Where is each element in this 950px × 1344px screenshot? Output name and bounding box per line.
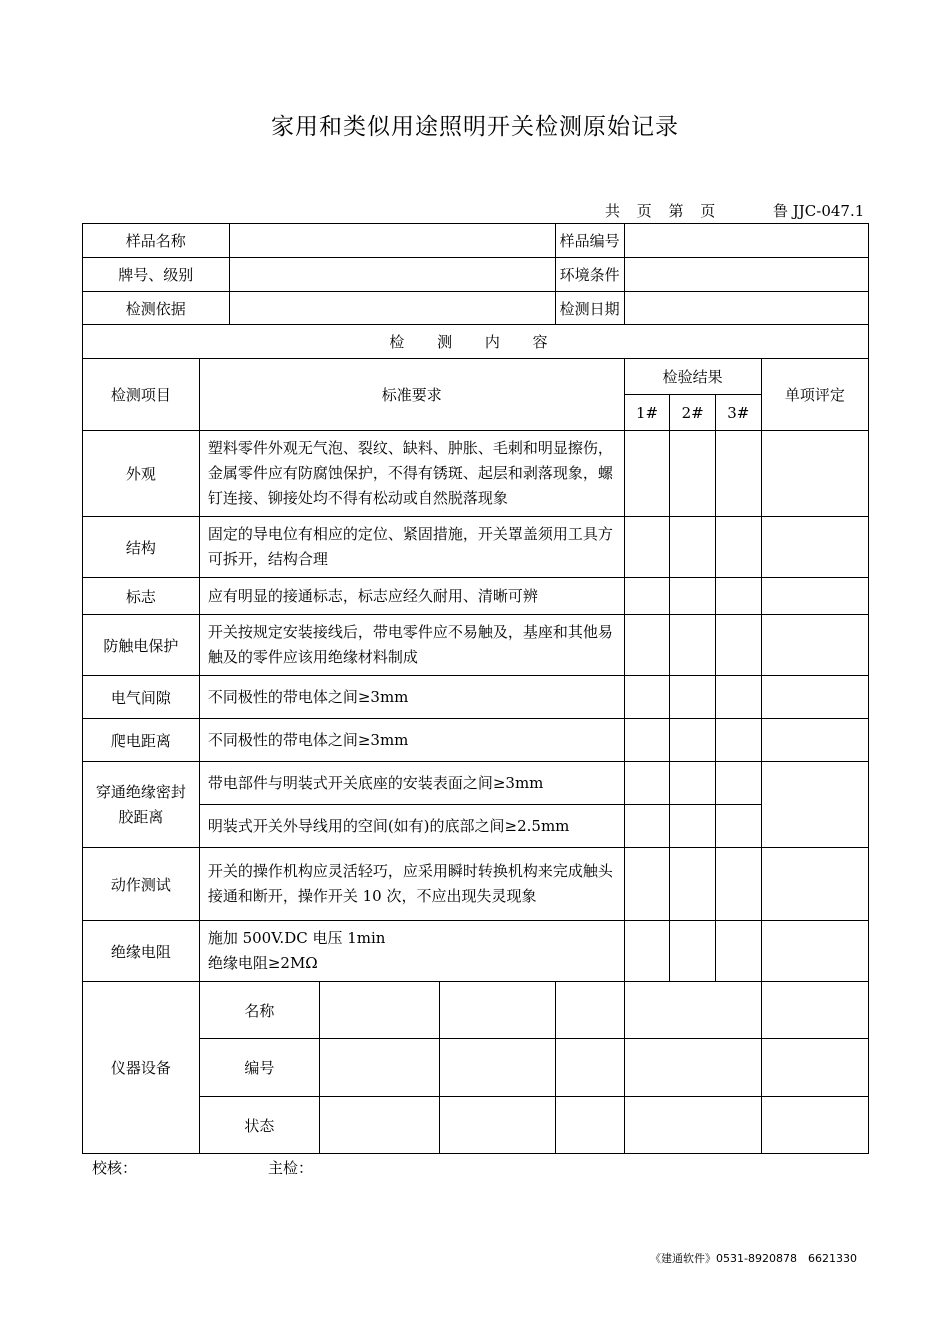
instrument-cell[interactable] bbox=[761, 1039, 868, 1097]
row-item: 动作测试 bbox=[83, 848, 200, 921]
sample-name-field[interactable] bbox=[229, 224, 555, 258]
table-row bbox=[83, 921, 869, 982]
row-item: 爬电距离 bbox=[83, 719, 200, 762]
row-requirement: 带电部件与明装式开关底座的安装表面之间≥3mm bbox=[199, 762, 624, 805]
row-item: 绝缘电阻 bbox=[83, 921, 200, 982]
row-requirement bbox=[199, 921, 624, 982]
verdict-cell[interactable] bbox=[761, 615, 868, 676]
result-cell[interactable] bbox=[624, 848, 670, 921]
document-title: 家用和类似用途照明开关检测原始记录 bbox=[271, 114, 679, 140]
result-cell[interactable] bbox=[624, 762, 670, 805]
result-cell[interactable] bbox=[670, 921, 716, 982]
result-cell[interactable] bbox=[624, 431, 670, 517]
environment-field[interactable] bbox=[624, 258, 868, 292]
date-field[interactable] bbox=[624, 292, 868, 325]
result-cell[interactable] bbox=[716, 431, 762, 517]
result-cell[interactable] bbox=[670, 719, 716, 762]
result-cell[interactable] bbox=[624, 676, 670, 719]
brand-grade-field[interactable] bbox=[229, 258, 555, 292]
table-row bbox=[83, 517, 869, 578]
result-cell[interactable] bbox=[716, 517, 762, 578]
result-cell[interactable] bbox=[670, 805, 716, 848]
col-sample-3: 3# bbox=[716, 395, 762, 431]
instrument-cell[interactable] bbox=[439, 1039, 555, 1097]
result-cell[interactable] bbox=[624, 921, 670, 982]
col-standard-header: 标准要求 bbox=[199, 359, 624, 431]
result-cell[interactable] bbox=[670, 762, 716, 805]
header-row bbox=[83, 258, 869, 292]
instrument-cell[interactable] bbox=[439, 1097, 555, 1154]
verdict-cell[interactable] bbox=[761, 762, 868, 848]
result-cell[interactable] bbox=[670, 517, 716, 578]
row-requirement: 明装式开关外导线用的空间(如有)的底部之间≥2.5mm bbox=[199, 805, 624, 848]
requirement-line: 施加 500V.DC 电压 1min bbox=[207, 929, 386, 947]
row-requirement: 开关的操作机构应灵活轻巧，应采用瞬时转换机构来完成触头接通和断开，操作开关 10 次，不应出现失灵现象 bbox=[199, 848, 624, 921]
sample-name-label: 样品名称 bbox=[83, 224, 230, 258]
basis-field[interactable] bbox=[229, 292, 555, 325]
header-row bbox=[83, 224, 869, 258]
col-sample-2: 2# bbox=[670, 395, 716, 431]
instrument-status-label: 状态 bbox=[199, 1097, 319, 1154]
row-item: 电气间隙 bbox=[83, 676, 200, 719]
section-title: 检 测 内 容 bbox=[83, 325, 869, 359]
instrument-cell[interactable] bbox=[319, 982, 439, 1039]
verdict-cell[interactable] bbox=[761, 719, 868, 762]
result-cell[interactable] bbox=[624, 719, 670, 762]
row-requirement: 不同极性的带电体之间≥3mm bbox=[199, 676, 624, 719]
verdict-cell[interactable] bbox=[761, 848, 868, 921]
row-requirement: 塑料零件外观无气泡、裂纹、缺料、肿胀、毛刺和明显擦伤，金属零件应有防腐蚀保护，不得有锈斑、起层和剥落现象，螺钉连接、铆接处均不得有松动或自然脱落现象 bbox=[199, 431, 624, 517]
instrument-cell[interactable] bbox=[761, 982, 868, 1039]
table-row bbox=[83, 719, 869, 762]
result-cell[interactable] bbox=[670, 848, 716, 921]
verdict-cell[interactable] bbox=[761, 517, 868, 578]
col-verdict-header: 单项评定 bbox=[761, 359, 868, 431]
instrument-cell[interactable] bbox=[319, 1097, 439, 1154]
row-requirement: 不同极性的带电体之间≥3mm bbox=[199, 719, 624, 762]
requirement-line: 绝缘电阻≥2MΩ bbox=[207, 954, 318, 972]
table-row bbox=[83, 431, 869, 517]
row-item: 结构 bbox=[83, 517, 200, 578]
row-item: 穿通绝缘密封胶距离 bbox=[83, 762, 200, 848]
section-row bbox=[83, 325, 869, 359]
row-requirement: 固定的导电位有相应的定位、紧固措施，开关罩盖须用工具方可拆开，结构合理 bbox=[199, 517, 624, 578]
verdict-cell[interactable] bbox=[761, 921, 868, 982]
instrument-cell[interactable] bbox=[319, 1039, 439, 1097]
instrument-row bbox=[83, 982, 869, 1039]
col-result-header: 检验结果 bbox=[624, 359, 761, 395]
form-code: 鲁 JJC-047.1 bbox=[773, 202, 865, 220]
table-row bbox=[83, 615, 869, 676]
result-cell[interactable] bbox=[716, 578, 762, 615]
table-row bbox=[83, 805, 869, 848]
instrument-cell[interactable] bbox=[624, 1039, 761, 1097]
row-item: 防触电保护 bbox=[83, 615, 200, 676]
instrument-cell[interactable] bbox=[624, 1097, 761, 1154]
result-cell[interactable] bbox=[716, 676, 762, 719]
verdict-cell[interactable] bbox=[761, 431, 868, 517]
environment-label: 环境条件 bbox=[555, 258, 624, 292]
instrument-number-label: 编号 bbox=[199, 1039, 319, 1097]
result-cell[interactable] bbox=[716, 848, 762, 921]
row-requirement: 应有明显的接通标志，标志应经久耐用、清晰可辨 bbox=[199, 578, 624, 615]
basis-label: 检测依据 bbox=[83, 292, 230, 325]
col-sample-1: 1# bbox=[624, 395, 670, 431]
header-row bbox=[83, 292, 869, 325]
result-cell[interactable] bbox=[624, 615, 670, 676]
result-cell[interactable] bbox=[624, 578, 670, 615]
table-row bbox=[83, 676, 869, 719]
result-cell[interactable] bbox=[624, 805, 670, 848]
instrument-cell[interactable] bbox=[439, 982, 555, 1039]
row-item: 外观 bbox=[83, 431, 200, 517]
result-cell[interactable] bbox=[670, 676, 716, 719]
instruments-label: 仪器设备 bbox=[83, 982, 200, 1154]
instrument-cell[interactable] bbox=[624, 982, 761, 1039]
result-cell[interactable] bbox=[624, 517, 670, 578]
review-signature-label: 校核： bbox=[92, 1159, 138, 1177]
brand-grade-label: 牌号、级别 bbox=[83, 258, 230, 292]
instrument-cell[interactable] bbox=[555, 1039, 624, 1097]
instrument-row bbox=[83, 1097, 869, 1154]
result-cell[interactable] bbox=[716, 719, 762, 762]
result-cell[interactable] bbox=[716, 762, 762, 805]
row-requirement: 开关按规定安装接线后，带电零件应不易触及，基座和其他易触及的零件应该用绝缘材料制成 bbox=[199, 615, 624, 676]
record-table bbox=[82, 223, 869, 1154]
result-cell[interactable] bbox=[716, 805, 762, 848]
sample-no-label: 样品编号 bbox=[555, 224, 624, 258]
instrument-cell[interactable] bbox=[555, 1097, 624, 1154]
col-item-header: 检测项目 bbox=[83, 359, 200, 431]
table-row bbox=[83, 762, 869, 805]
table-row bbox=[83, 848, 869, 921]
result-cell[interactable] bbox=[716, 921, 762, 982]
instrument-cell[interactable] bbox=[555, 982, 624, 1039]
result-cell[interactable] bbox=[670, 578, 716, 615]
result-cell[interactable] bbox=[670, 431, 716, 517]
table-row bbox=[83, 578, 869, 615]
instrument-cell[interactable] bbox=[761, 1097, 868, 1154]
row-item: 标志 bbox=[83, 578, 200, 615]
result-cell[interactable] bbox=[670, 615, 716, 676]
page-info: 共 页 第 页 bbox=[605, 202, 722, 220]
column-header-row bbox=[83, 359, 869, 395]
result-cell[interactable] bbox=[716, 615, 762, 676]
date-label: 检测日期 bbox=[555, 292, 624, 325]
verdict-cell[interactable] bbox=[761, 578, 868, 615]
software-footer: 《建通软件》0531-8920878 6621330 bbox=[650, 1252, 857, 1265]
sample-no-field[interactable] bbox=[624, 224, 868, 258]
instrument-name-label: 名称 bbox=[199, 982, 319, 1039]
inspector-signature-label: 主检： bbox=[268, 1159, 314, 1177]
instrument-row bbox=[83, 1039, 869, 1097]
verdict-cell[interactable] bbox=[761, 676, 868, 719]
